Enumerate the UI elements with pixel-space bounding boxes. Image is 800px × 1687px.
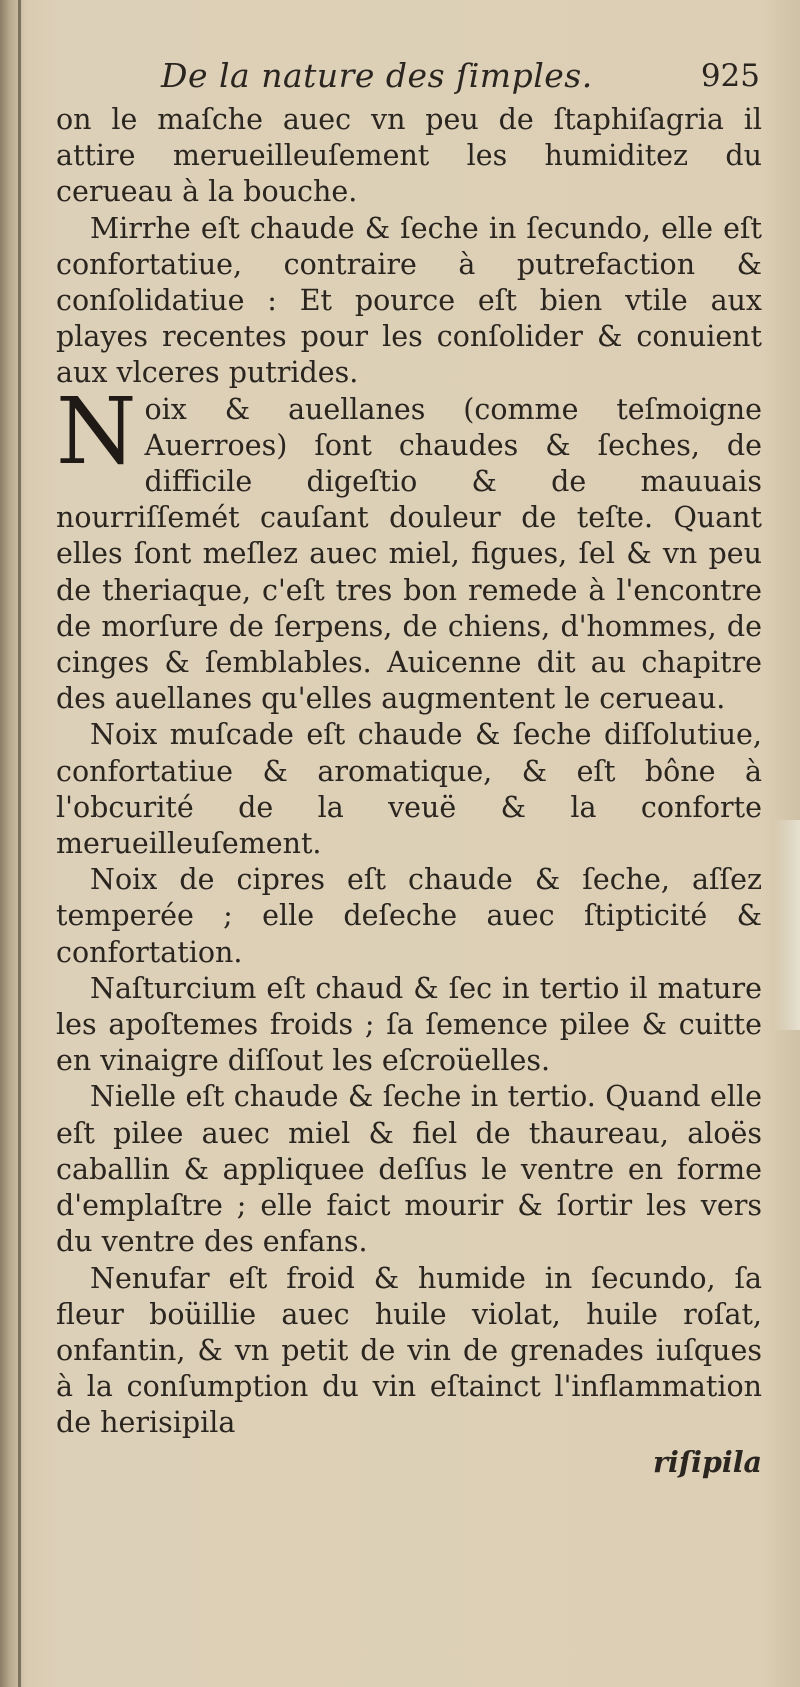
page-header xyxy=(56,58,762,102)
running-title: De la nature des ſimples. xyxy=(161,56,593,95)
paragraph-nielle: Nielle eſt chaude & ſeche in tertio. Quand elle eſt pilee auec miel & fiel de thaureau, aloës caballin & appliquee deſſus le ventre en forme d'emplaſtre ; elle faict mourir & ſortir les vers du ventre des enfans. xyxy=(56,1080,762,1259)
page-number: 925 xyxy=(700,58,760,94)
text-block xyxy=(56,58,762,1480)
paragraph-nenufar: Nenufar eſt froid & humide in ſecundo, ſa fleur boüillie auec huile violat, huile roſat, onfantin, & vn petit de vin de grenades iuſques à la conſumption du vin eſtainct l'inflammation de herisipila xyxy=(56,1261,762,1440)
catchword: riſipila xyxy=(653,1444,762,1479)
page-edge-smudge xyxy=(774,820,800,1030)
drop-cap-letter: N xyxy=(56,377,137,485)
paragraph-nasturcium: Naſturcium eſt chaud & ſec in tertio il mature les apoſtemes froids ; ſa ſemence pilee & cuitte en vinaigre diſſout les eſcroüelles. xyxy=(56,971,762,1078)
binding-gutter xyxy=(18,0,21,1687)
paragraph-noix-cipres: Noix de cipres eſt chaude & ſeche, aſſez temperée ; elle deſeche auec ſtipticité & confortation. xyxy=(56,863,762,969)
paragraph-staphisagria: on le maſche auec vn peu de ſtaphiſagria il attire merueilleuſement les humiditez du cerueau à la bouche. xyxy=(56,103,762,209)
paragraph-noix-auellanes xyxy=(56,377,762,718)
paragraph-mirrhe: Mirrhe eſt chaude & ſeche in ſecundo, elle eſt confortatiue, contraire à putrefaction & conſolidatiue : Et pource eſt bien vtile aux playes recentes pour les conſolider & conuient aux vlceres putrides. xyxy=(56,211,762,390)
paragraph-noix-auellanes-text: oix & auellanes (comme teſmoigne Auerroes) ſont chaudes & ſeches, de difficile digeſtio & de mauuais nourriſſemét cauſant douleur de teſte. Quant elles ſont meſlez auec miel, figues, ſel & vn peu de theriaque, c'eſt tres bon remede à l'encontre de morſure de ſerpens, de chiens, d'hommes, de cinges & ſemblables. Auicenne dit au chapitre des auellanes qu'elles augmentent le cerueau. xyxy=(56,392,762,716)
paragraph-noix-muscade: Noix muſcade eſt chaude & ſeche diſſolutiue, confortatiue & aromatique, & eſt bône à l'obcurité de la veuë & la conforte merueilleuſement. xyxy=(56,718,762,861)
